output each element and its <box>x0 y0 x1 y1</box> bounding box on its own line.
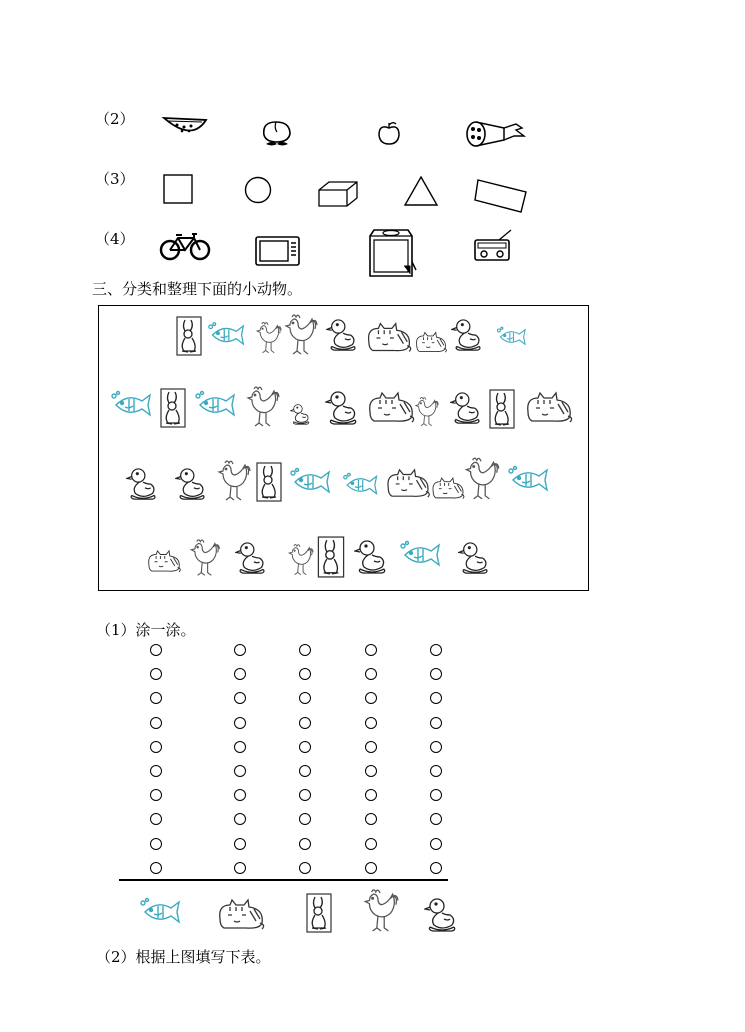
tally-circle-duck[interactable] <box>430 741 442 753</box>
tally-baseline <box>119 879 448 881</box>
peach-icon <box>260 118 294 148</box>
tally-circle-fish[interactable] <box>150 789 162 801</box>
circle-icon <box>244 176 272 204</box>
square-icon <box>163 174 193 204</box>
rooster-icon <box>244 384 280 430</box>
rabbit-icon <box>489 388 515 430</box>
tally-circle-fish[interactable] <box>150 862 162 874</box>
watermelon-slice-icon <box>162 116 208 142</box>
duck-icon <box>325 390 361 428</box>
rooster-icon <box>282 313 318 357</box>
tally-circle-rabbit[interactable] <box>299 692 311 704</box>
tally-circle-fish[interactable] <box>150 644 162 656</box>
rooster-icon <box>412 396 440 428</box>
tally-circle-duck[interactable] <box>430 668 442 680</box>
question-2-label: （2）根据上图填写下表。 <box>96 948 271 966</box>
tally-circle-rooster[interactable] <box>365 717 377 729</box>
tally-circle-rabbit[interactable] <box>299 765 311 777</box>
tally-circle-rooster[interactable] <box>365 813 377 825</box>
rooster-icon <box>254 320 282 356</box>
rabbit-icon <box>306 892 332 934</box>
tally-circle-cat[interactable] <box>234 765 246 777</box>
fish-icon <box>507 465 551 495</box>
tally-circle-rooster[interactable] <box>365 838 377 850</box>
rooster-icon <box>215 458 251 504</box>
fish-icon <box>289 467 333 497</box>
tally-circle-fish[interactable] <box>150 717 162 729</box>
tally-circle-cat[interactable] <box>234 668 246 680</box>
rabbit-icon <box>176 316 202 356</box>
tally-circle-rooster[interactable] <box>365 644 377 656</box>
cat-icon <box>146 548 182 574</box>
tally-circle-cat[interactable] <box>234 838 246 850</box>
lotus-root-icon <box>464 118 526 148</box>
rabbit-icon <box>160 387 186 429</box>
duck-icon <box>451 318 485 354</box>
tally-circle-duck[interactable] <box>430 789 442 801</box>
fish-icon <box>496 326 528 348</box>
duck-icon <box>450 390 484 428</box>
tally-circle-rabbit[interactable] <box>299 741 311 753</box>
tally-circle-cat[interactable] <box>234 813 246 825</box>
cat-icon <box>366 390 416 424</box>
rabbit-icon <box>256 461 282 503</box>
apple-icon <box>375 120 403 148</box>
tally-circle-cat[interactable] <box>234 717 246 729</box>
tally-circle-cat[interactable] <box>234 789 246 801</box>
tally-circle-fish[interactable] <box>150 741 162 753</box>
duck-icon <box>126 467 160 503</box>
row-label-2: （2） <box>95 110 135 128</box>
question-1-label: （1）涂一涂。 <box>96 621 196 639</box>
tally-circle-fish[interactable] <box>150 692 162 704</box>
tally-circle-cat[interactable] <box>234 644 246 656</box>
tally-circle-rabbit[interactable] <box>299 668 311 680</box>
tally-circle-duck[interactable] <box>430 838 442 850</box>
tally-circle-cat[interactable] <box>234 741 246 753</box>
tally-circle-rabbit[interactable] <box>299 862 311 874</box>
tally-circle-fish[interactable] <box>150 765 162 777</box>
fish-icon <box>207 321 247 349</box>
fish-icon <box>398 540 444 570</box>
cat-icon <box>414 330 448 354</box>
tally-circle-rooster[interactable] <box>365 668 377 680</box>
duck-icon <box>326 318 360 354</box>
bicycle-icon <box>159 230 211 262</box>
section-3-title: 三、分类和整理下面的小动物。 <box>92 280 303 298</box>
tally-circle-duck[interactable] <box>430 765 442 777</box>
duck-icon <box>458 541 492 577</box>
tally-circle-rooster[interactable] <box>365 692 377 704</box>
cat-icon <box>430 476 466 500</box>
duck-icon <box>424 897 460 935</box>
duck-icon <box>235 541 269 577</box>
cuboid-icon <box>318 180 358 208</box>
row-label-4: （4） <box>95 230 135 248</box>
fish-icon <box>138 897 184 927</box>
tally-circle-fish[interactable] <box>150 668 162 680</box>
cat-icon <box>216 897 266 931</box>
tally-circle-cat[interactable] <box>234 692 246 704</box>
fish-icon <box>194 390 238 420</box>
rectangle-icon <box>474 178 528 214</box>
tally-circle-rooster[interactable] <box>365 862 377 874</box>
tally-circle-rabbit[interactable] <box>299 813 311 825</box>
fish-icon <box>110 390 154 420</box>
tally-circle-rabbit[interactable] <box>299 644 311 656</box>
rabbit-icon <box>317 536 345 578</box>
tally-circle-rabbit[interactable] <box>299 717 311 729</box>
rooster-icon <box>361 887 399 935</box>
washing-machine-icon <box>366 226 418 280</box>
tally-circle-cat[interactable] <box>234 862 246 874</box>
tally-circle-duck[interactable] <box>430 862 442 874</box>
rooster-icon <box>462 456 500 502</box>
tally-circle-duck[interactable] <box>430 692 442 704</box>
row-label-3: （3） <box>95 170 135 188</box>
duck-icon <box>175 467 209 503</box>
duck-icon <box>290 403 312 427</box>
tally-circle-duck[interactable] <box>430 717 442 729</box>
rooster-icon <box>186 538 222 578</box>
rooster-icon <box>286 543 314 577</box>
tally-circle-duck[interactable] <box>430 644 442 656</box>
cat-icon <box>384 467 432 499</box>
television-icon <box>254 234 302 268</box>
tally-circle-fish[interactable] <box>150 838 162 850</box>
tally-circle-rooster[interactable] <box>365 765 377 777</box>
cat-icon <box>524 390 574 424</box>
tally-circle-rabbit[interactable] <box>299 838 311 850</box>
tally-circle-rooster[interactable] <box>365 789 377 801</box>
fish-icon <box>342 472 380 498</box>
tally-circle-rabbit[interactable] <box>299 789 311 801</box>
tally-circle-fish[interactable] <box>150 813 162 825</box>
cat-icon <box>365 320 413 354</box>
tally-circle-duck[interactable] <box>430 813 442 825</box>
triangle-icon <box>403 175 439 207</box>
radio-icon <box>473 228 515 262</box>
tally-circle-rooster[interactable] <box>365 741 377 753</box>
duck-icon <box>354 538 390 578</box>
